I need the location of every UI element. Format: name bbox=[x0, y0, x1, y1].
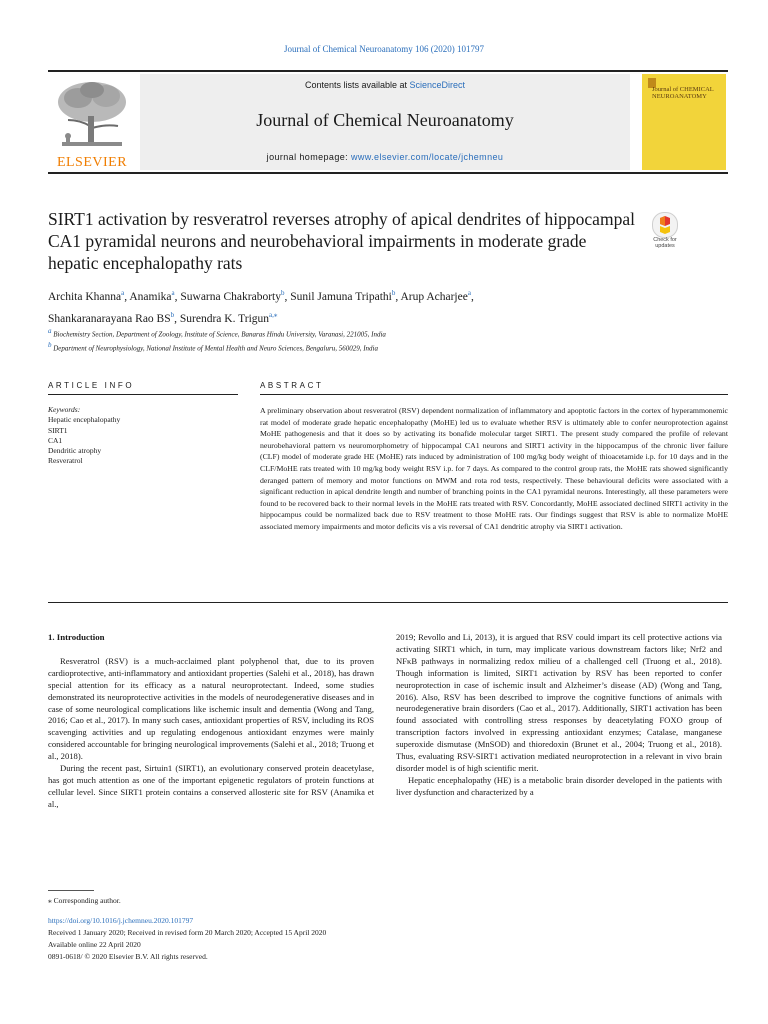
article-title: SIRT1 activation by resveratrol reverses atrophy of apical dendrites of hippocampal CA1 pyramidal neurons and neurobehavioral impairments in moderate grade hepatic encephalopathy rats bbox=[48, 209, 635, 273]
journal-header-band bbox=[140, 74, 630, 170]
homepage-line bbox=[140, 152, 630, 162]
footnote-rule bbox=[48, 890, 94, 891]
abstract-text: A preliminary observation about resveratrol (RSV) dependent normalization of inflammatory and apoptotic factors in the cortex of hyperammonemic rat model of moderate grade hepatic encephalopathy (MoHE) led us to evaluate whether RSV is ultimately able to confer neuroprotection against MoHE pathogenesis and that it does so by activating its bonafide molecular target SIRT1. The present study compared the profile of relevant neurobehavioral pattern vs neuromorphometry of hippocampal CA1 neurons and SIRT1 activity in the hippocampus of the chronic liver failure (CLF) model of moderate grade HE (MoHE) rats induced by administration of 100 mg/kg body weight of thioacetamide i.p. for 10 days and in the CLF/MoHE rats treated with 10 mg/kg body weight RSV i.p. for 7 days. As compared to the control group rats, the MoHE rats showed significantly deranged pattern of memory and motor functions on MWM and rota rod tests, respectively. These behavioural deficits were associated with a significant reduction in apical dendrite length and number of branching points in the CA1 pyramidal neurons. Interestingly, all these parameters were found to be recovered back to their normal levels in the MoHE rats treated with RSV. Concordantly, MoHE associated declined SIRT1 activity in the hippocampus could be normalized back due to RSV treatment to those MoHE rats. Our findings suggest that RSV is able to normalize MoHE associated memory impairments and motor deficits vis a vis reversal of CA1 dendritic atrophy via SIRT1 activation. bbox=[260, 406, 728, 531]
article-info-heading: ARTICLE INFO bbox=[48, 381, 135, 390]
issn-copyright: 0891-0618/ © 2020 Elsevier B.V. All rights reserved. bbox=[48, 952, 208, 961]
author-list: Archita Khanna$^a$, Anamika$^a$, Suwarna Chakraborty$^b$, Sunil Jamuna Tripathi$^b$, Arup Acharjee$^a$, Shankaranarayana Rao $BS^b$, Surendra K. Trigun$^{a,⁎}$ bbox=[48, 289, 474, 325]
body-column-right bbox=[396, 632, 722, 799]
homepage-prefix: journal homepage: bbox=[266, 152, 351, 162]
crossmark-button[interactable] bbox=[646, 212, 684, 254]
author[interactable]: Shankaranarayana Rao $BS^b$ bbox=[48, 310, 175, 325]
journal-name: Journal of Chemical Neuroanatomy bbox=[256, 110, 514, 130]
body-column-left bbox=[48, 632, 374, 811]
journal-cover-thumbnail[interactable] bbox=[642, 74, 726, 170]
body-paragraph: During the recent past, Sirtuin1 (SIRT1), an evolutionary conserved protein deacetylase, has got much attention as one of the important epigenetic regulators of protein functions at cellular level. Since SIRT1 protein contains a conserved allosteric site for RSV (Anamika et al., bbox=[48, 763, 374, 809]
contents-prefix: Contents lists available at bbox=[304, 80, 410, 90]
cover-title: Journal of CHEMICAL NEUROANATOMY bbox=[652, 86, 714, 100]
section-rule bbox=[48, 602, 728, 603]
article-info-rule bbox=[48, 394, 238, 395]
affiliations bbox=[48, 326, 688, 355]
crossmark-label: Check for updates bbox=[653, 237, 677, 249]
author[interactable]: Surendra K. Trigun$^{a,⁎}$ bbox=[179, 310, 278, 325]
abstract-heading: ABSTRACT bbox=[260, 381, 324, 390]
affiliation: $^a$ Biochemistry Section, Department of Zoology, Institute of Science, Banaras Hindu University, Varanasi, 221005, India bbox=[48, 327, 386, 339]
author[interactable]: Archita Khanna$^a$ bbox=[48, 289, 125, 303]
author[interactable]: Sunil Jamuna Tripathi$^b$ bbox=[290, 289, 396, 303]
keyword: CA1 bbox=[48, 435, 63, 445]
author[interactable]: Arup Acharjee$^a$ bbox=[400, 289, 471, 303]
keywords-list bbox=[48, 405, 238, 467]
affiliation: $^b$ Department of Neurophysiology, National Institute of Mental Health and Neuro Sciences, Bengaluru, 560029, India bbox=[48, 341, 378, 353]
journal-citation[interactable]: Journal of Chemical Neuroanatomy 106 (2020) 101797 bbox=[284, 44, 484, 54]
corresponding-author-note: ⁎ Corresponding author. bbox=[48, 896, 121, 905]
body-paragraph: Hepatic encephalopathy (HE) is a metabolic brain disorder developed in the patients with liver dysfunction and characterized by a bbox=[396, 774, 722, 797]
body-paragraph: 2019; Revollo and Li, 2013), it is argued that RSV could impart its cell protective actions via activating SIRT1 which, in turn, may implicate various downstream factors like; Nrf2 and NFκB pathways in normalizing redox milieu of a challenged cell (Truong et al., 2018). Though information is limited, SIRT1 activation by RSV has been reported to confer neuroprotection in case of ischemic insult and Alzheimer’s disease (AD) (Wong and Tang, 2016). Also, RSV has been described to improve the cognitive functions of animals with neurodegenerative brain disorders (Cao et al., 2017). Additionally, SIRT1 activation has been found associated with controlling stress responses by deacetylating FOXO group of transcription factors involved in expressing antioxidant enzymes; Catalase, manganese superoxide dismutase (MnSOD) and thioredoxin (Brunet et al., 2004; Truong et al., 2018). Thus, evaluating RSV-SIRT1 activation mediated neuroprotection in a relevant in vivo brain disorder model is of high scientific merit. bbox=[396, 632, 722, 773]
keywords-label: Keywords: bbox=[48, 405, 81, 414]
doi-link[interactable]: https://doi.org/10.1016/j.jchemneu.2020.101797 bbox=[48, 916, 194, 925]
elsevier-tree-icon bbox=[50, 76, 134, 148]
received-dates: Received 1 January 2020; Received in revised form 20 March 2020; Accepted 15 April 2020 bbox=[48, 928, 327, 937]
header-rule-top bbox=[48, 70, 728, 72]
body-paragraph: Resveratrol (RSV) is a much-acclaimed plant polyphenol that, due to its proven cardioprotective, anti-inflammatory and antioxidant properties (Salehi et al., 2018), has drawn special attention for its efficacy as a natural neuroprotectant. Indeed, some studies demonstrated its neuroprotective activities in the models of neurodegenerative diseases and in case of some neurological complications like ischemic insult and dementia (Wong and Tang, 2016; Cao et al., 2017). In many such cases, antioxidant properties of RSV, including its ROS scavenging activities and up regulating endogenous antioxidant enzymes were mainly considered accountable for bringing neurological improvements (Salehi et al., 2018; Truong et al., 2018). bbox=[48, 655, 374, 762]
keyword: SIRT1 bbox=[48, 425, 68, 435]
elsevier-wordmark: ELSEVIER bbox=[56, 155, 128, 170]
sciencedirect-link[interactable]: ScienceDirect bbox=[409, 80, 466, 90]
header-rule-bottom bbox=[48, 172, 728, 174]
author[interactable]: Suwarna Chakraborty$^b$ bbox=[180, 289, 285, 303]
abstract-rule bbox=[260, 394, 728, 395]
keyword: Resveratrol bbox=[48, 456, 83, 466]
author[interactable]: Anamika$^a$ bbox=[129, 289, 175, 303]
check-for-updates-icon bbox=[652, 212, 678, 238]
homepage-link[interactable]: www.elsevier.com/locate/jchemneu bbox=[350, 152, 504, 162]
available-online-date: Available online 22 April 2020 bbox=[48, 940, 141, 949]
contents-line bbox=[140, 80, 630, 90]
elsevier-logo[interactable] bbox=[50, 76, 134, 170]
keyword: Dendritic atrophy bbox=[48, 446, 102, 456]
keyword: Hepatic encephalopathy bbox=[48, 415, 121, 425]
section-heading: 1. Introduction bbox=[48, 632, 105, 642]
